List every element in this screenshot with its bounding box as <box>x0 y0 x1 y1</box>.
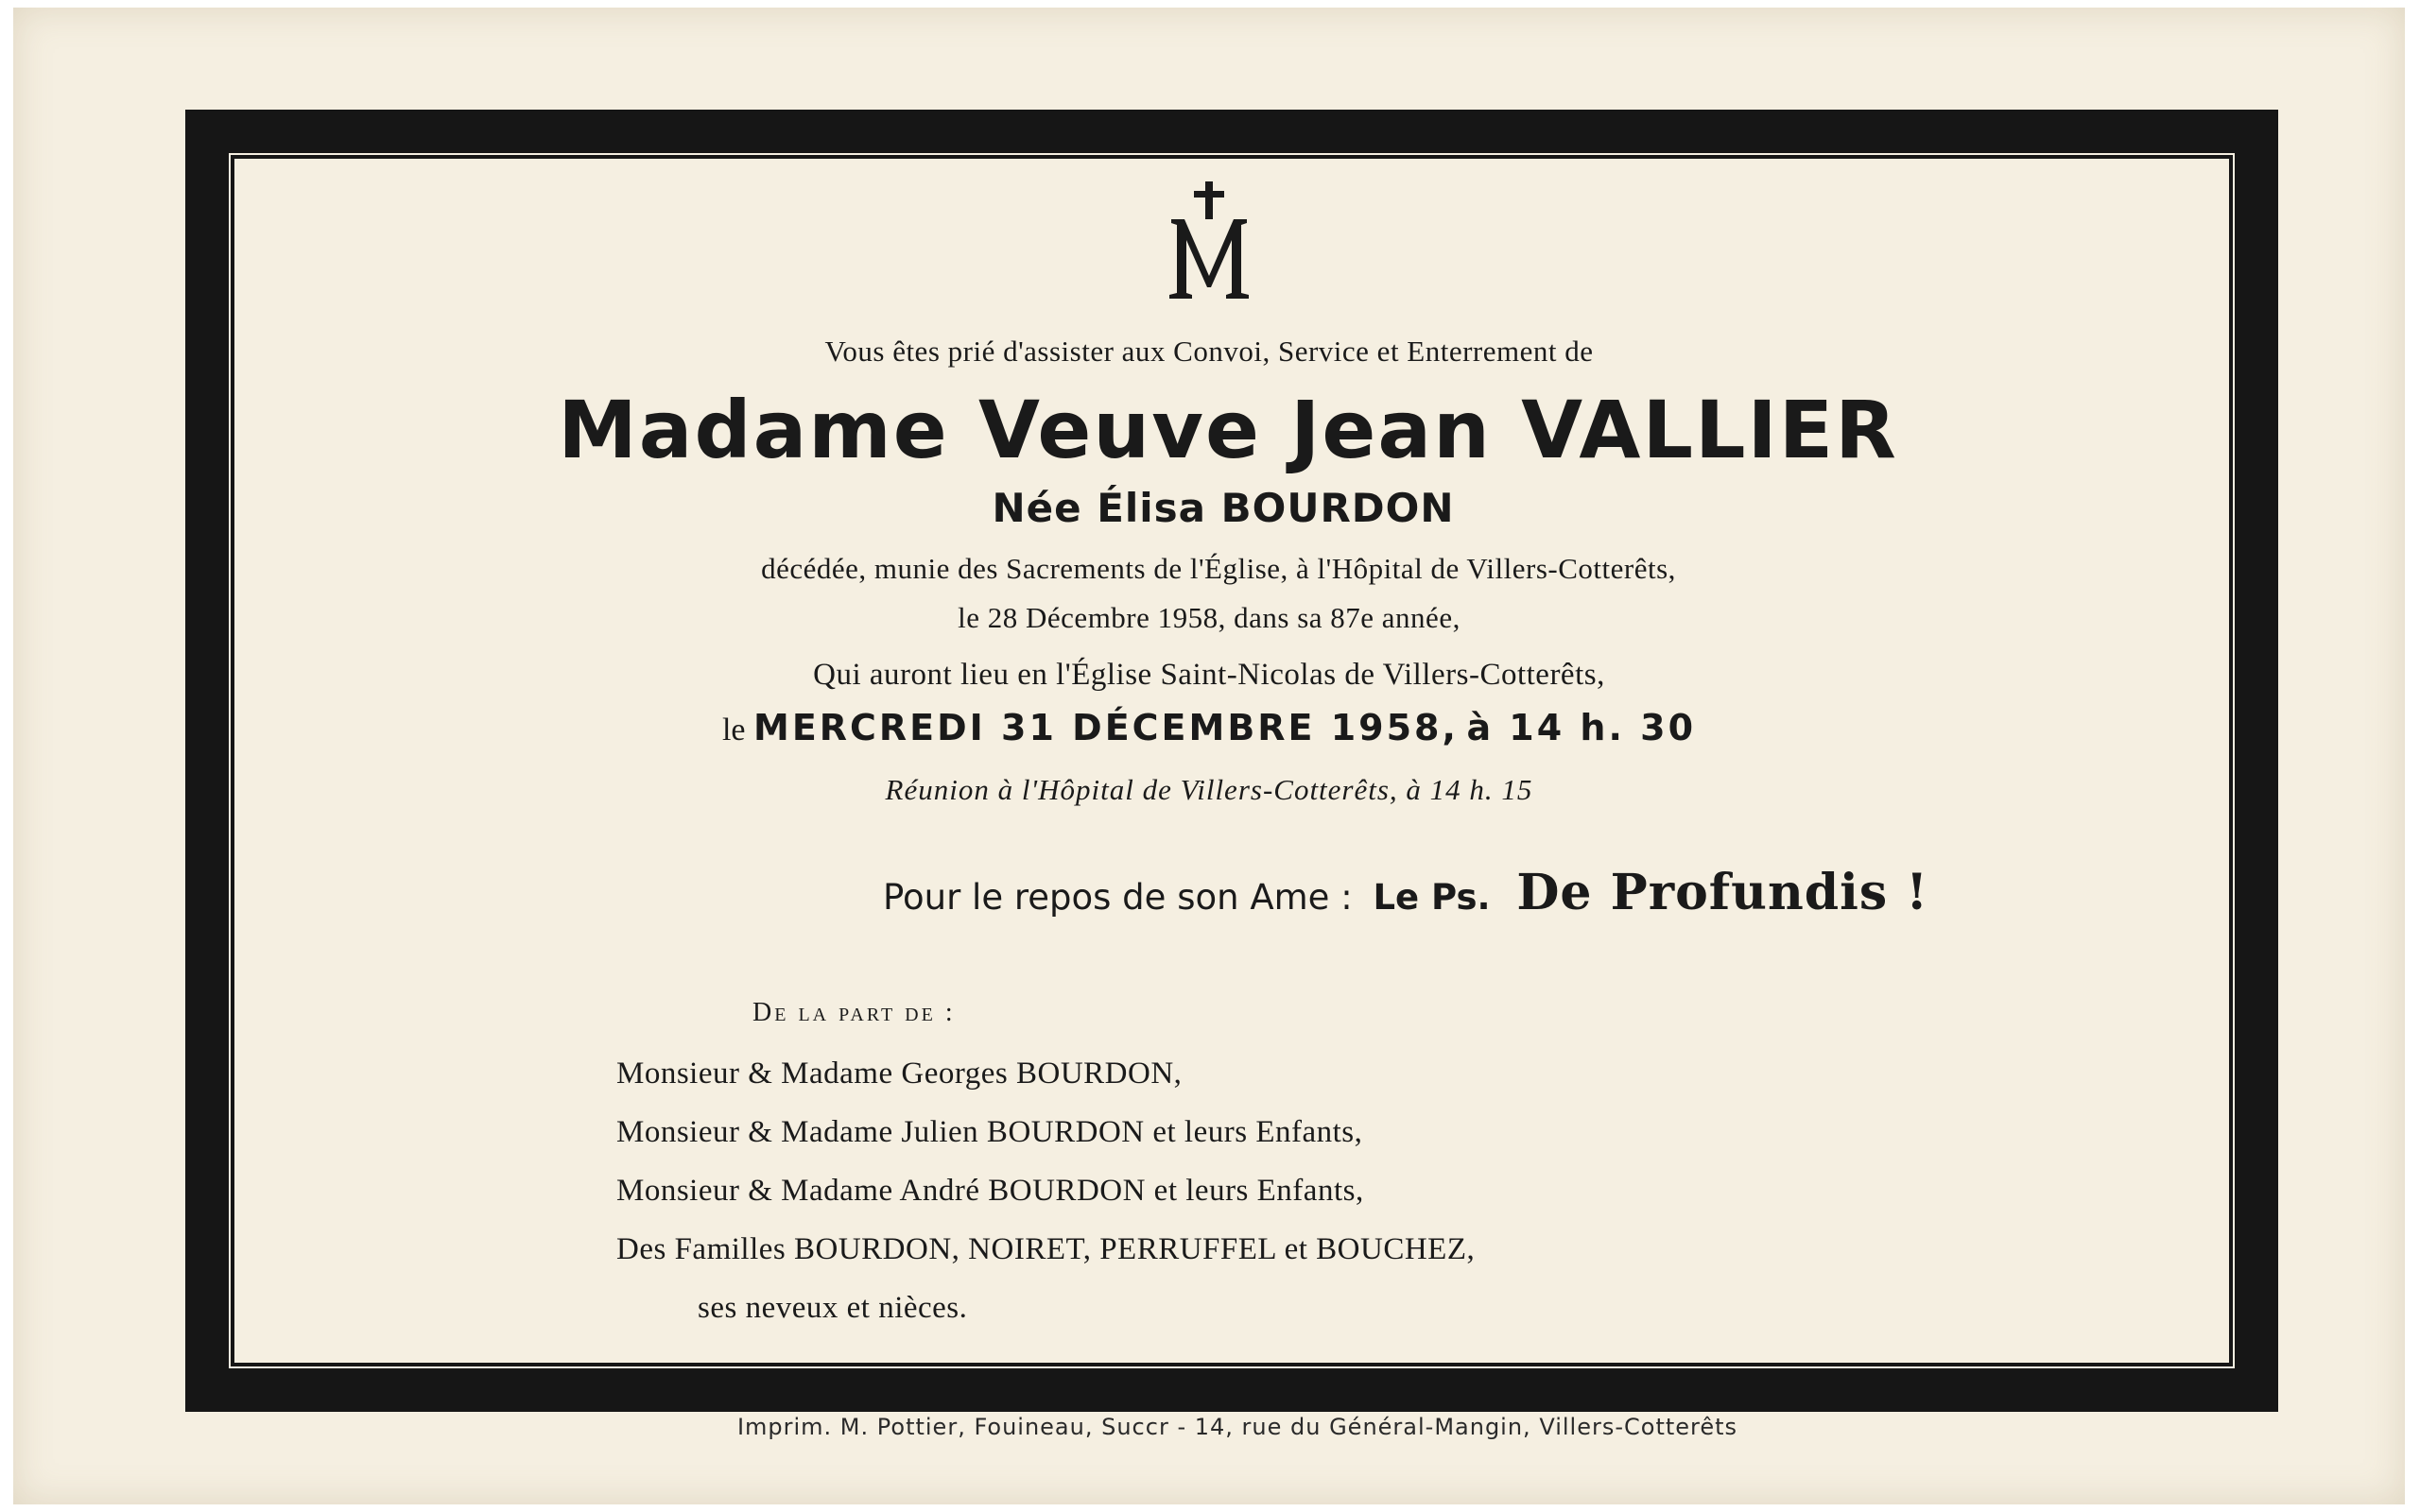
prayer-ps: Le Ps. <box>1373 877 1491 918</box>
printer-imprint: Imprim. M. Pottier, Fouineau, Succr - 14, rue du Général-Mangin, Villers-Cotterêts <box>736 1414 1738 1440</box>
prayer-intro: Pour le repos de son Ame : <box>883 877 1353 918</box>
service-prefix: le <box>721 713 746 747</box>
cross-monogram-icon <box>1162 181 1256 304</box>
prayer-title: De Profundis ! <box>1516 864 1929 921</box>
invitation-line: Vous êtes prié d'assister aux Convoi, Service et Enterrement de <box>824 335 1594 368</box>
family-line: Monsieur & Madame Julien BOURDON et leurs Enfants, <box>616 1115 1363 1149</box>
maiden-name: Née Élisa BOURDON <box>992 485 1455 531</box>
deceased-name: Madame Veuve Jean VALLIER <box>558 384 1898 476</box>
family-line: Des Familles BOURDON, NOIRET, PERRUFFEL et BOUCHEZ, <box>616 1232 1476 1266</box>
family-line: ses neveux et nièces. <box>698 1291 968 1325</box>
family-line: Monsieur & Madame André BOURDON et leurs Enfants, <box>616 1174 1364 1208</box>
church-line: Qui auront lieu en l'Église Saint-Nicolas de Villers-Cotterêts, <box>813 658 1605 692</box>
service-line <box>13 707 2405 748</box>
family-line: Monsieur & Madame Georges BOURDON, <box>616 1057 1183 1091</box>
meeting-line: Réunion à l'Hôpital de Villers-Cotterêts, à 14 h. 15 <box>885 773 1533 806</box>
death-date-line: le 28 Décembre 1958, dans sa 87e année, <box>958 601 1461 634</box>
service-date: MERCREDI 31 DÉCEMBRE 1958, <box>753 707 1459 748</box>
from-heading: De la part de : <box>752 998 956 1027</box>
death-place-line: décédée, munie des Sacrements de l'Église, à l'Hôpital de Villers-Cotterêts, <box>761 552 1676 585</box>
service-time: à 14 h. 30 <box>1466 707 1697 748</box>
prayer-line <box>883 864 1928 921</box>
monogram <box>13 181 2405 309</box>
funeral-notice-paper <box>13 8 2405 1504</box>
